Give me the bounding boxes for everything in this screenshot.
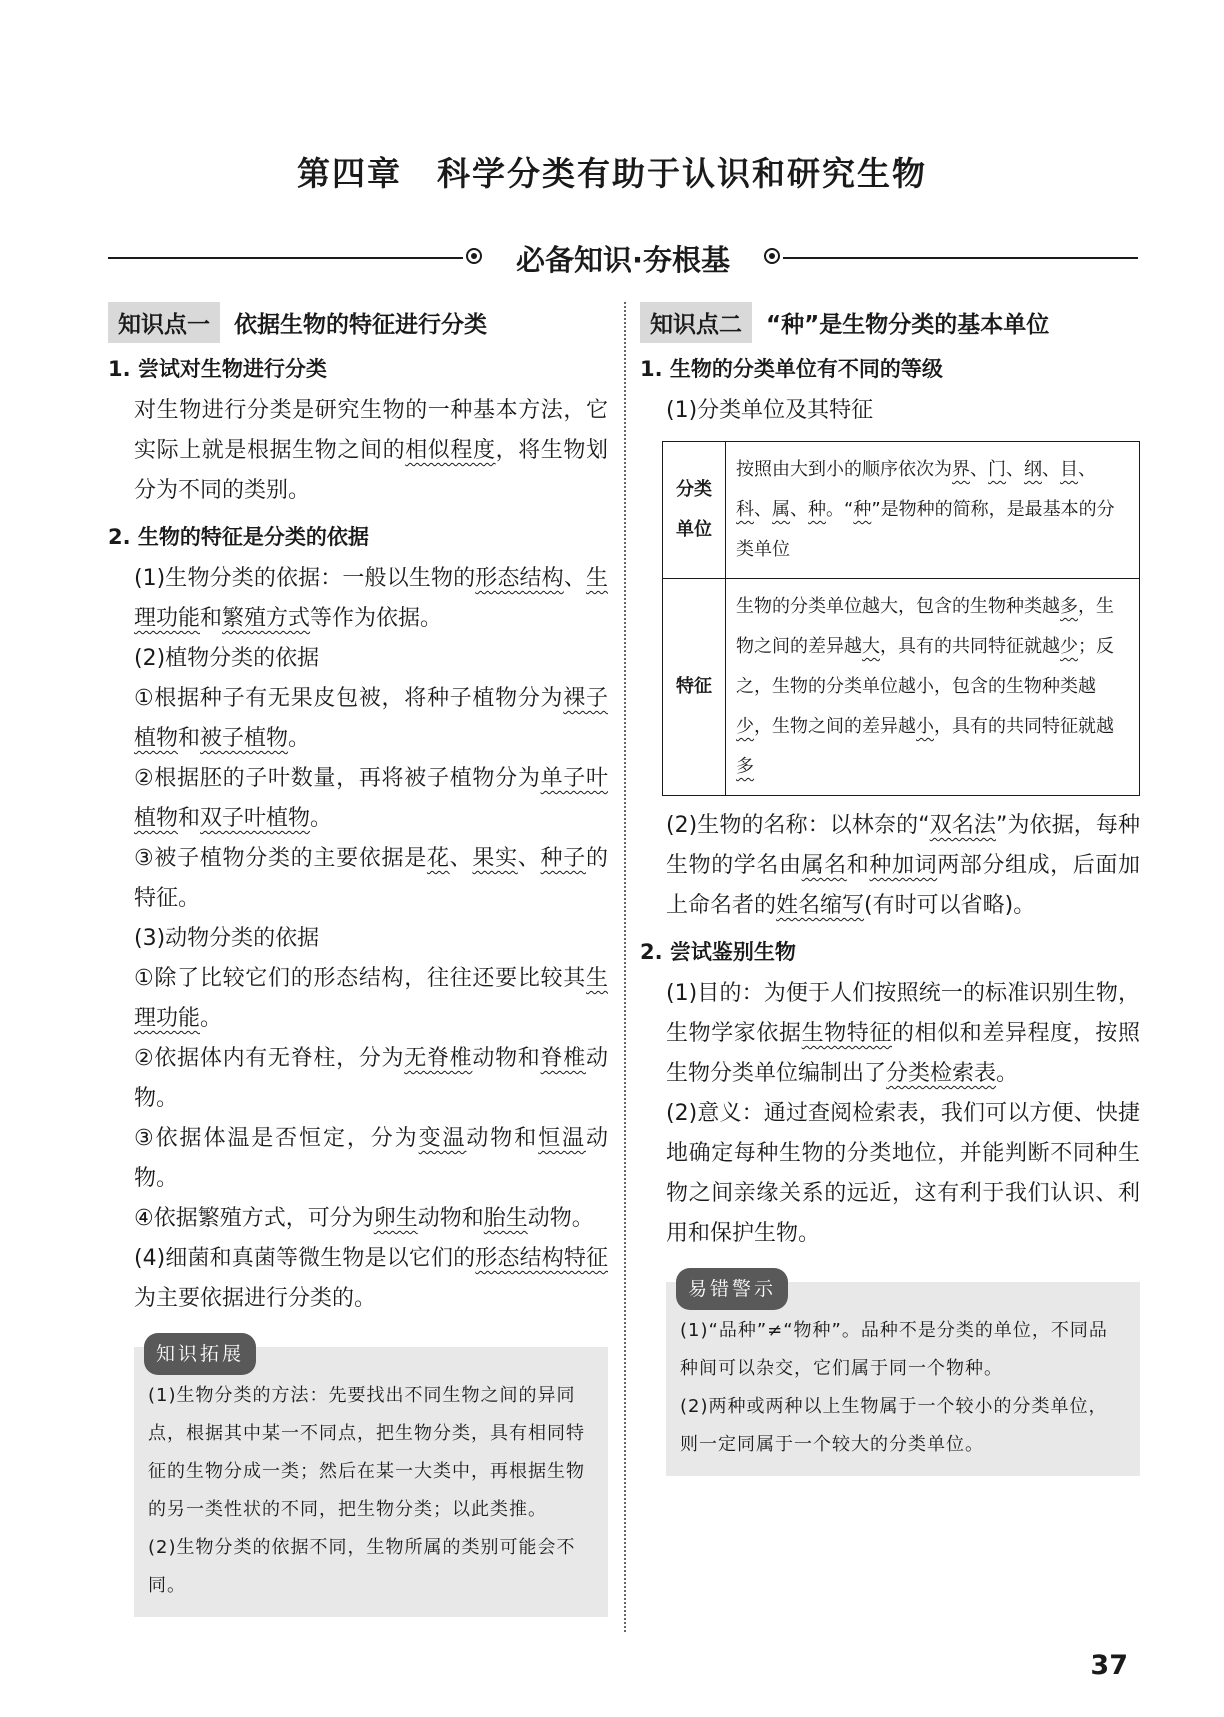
box-text: (1)“品种”≠“物种”。品种不是分类的单位，不同品种间可以杂交，它们属于同一个物种。 xyxy=(680,1320,1108,1379)
paragraph: (4)细菌和真菌等微生物是以它们的形态结构特征为主要依据进行分类的。 xyxy=(134,1246,608,1311)
paragraph: ④依据繁殖方式，可分为卵生动物和胎生动物。 xyxy=(134,1206,594,1231)
knowledge-point-header xyxy=(640,302,1140,343)
knowledge-point-header xyxy=(108,302,608,343)
box-badge: 知识拓展 xyxy=(144,1333,256,1375)
table-row xyxy=(663,442,1140,579)
knowledge-point-tag: 知识点二 xyxy=(640,302,752,343)
table-row xyxy=(663,579,1140,796)
chapter-title: 第四章 科学分类有助于认识和研究生物 xyxy=(297,154,927,193)
knowledge-point-title: “种”是生物分类的基本单位 xyxy=(766,312,1050,338)
paragraph: ①根据种子有无果皮包被，将种子植物分为裸子植物和被子植物。 xyxy=(134,686,608,751)
box-text: (1)生物分类的方法：先要找出不同生物之间的异同点，根据其中某一不同点，把生物分类，具有相同特征的生物分成一类；然后在某一大类中，再根据生物的另一类性状的不同，把生物分类；以此类推。 xyxy=(148,1385,585,1520)
common-mistake-box xyxy=(666,1278,1140,1476)
right-column xyxy=(640,302,1140,1476)
section-banner xyxy=(108,238,1138,278)
section-heading: 1. 尝试对生物进行分类 xyxy=(108,357,327,381)
column-divider xyxy=(624,302,626,1632)
paragraph: ②根据胚的子叶数量，再将被子植物分为单子叶植物和双子叶植物。 xyxy=(134,766,608,831)
classification-table xyxy=(662,441,1140,796)
knowledge-point-title: 依据生物的特征进行分类 xyxy=(234,312,487,338)
paragraph: (2)植物分类的依据 xyxy=(134,646,320,671)
box-text: (2)两种或两种以上生物属于一个较小的分类单位，则一定同属于一个较大的分类单位。 xyxy=(680,1396,1108,1455)
page-number: 37 xyxy=(1090,1650,1128,1681)
banner-text: 必备知识·夯根基 xyxy=(515,243,731,277)
box-badge: 易错警示 xyxy=(676,1268,788,1310)
paragraph: ①除了比较它们的形态结构，往往还要比较其生理功能。 xyxy=(134,966,608,1031)
box-text: (2)生物分类的依据不同，生物所属的类别可能会不同。 xyxy=(148,1537,576,1596)
banner-line-right xyxy=(783,257,1138,259)
left-column xyxy=(108,302,608,1617)
paragraph: (1)目的：为便于人们按照统一的标准识别生物，生物学家依据生物特征的相似和差异程度，按照生物分类单位编制出了分类检索表。 xyxy=(666,981,1140,1086)
paragraph: ③依据体温是否恒定，分为变温动物和恒温动物。 xyxy=(134,1126,608,1191)
paragraph: (2)意义：通过查阅检索表，我们可以方便、快捷地确定每种生物的分类地位，并能判断不同种生物之间亲缘关系的远近，这有利于我们认识、利用和保护生物。 xyxy=(666,1101,1140,1246)
table-cell: 按照由大到小的顺序依次为界、门、纲、目、科、属、种。“种”是物种的简称，是最基本的分类单位 xyxy=(726,442,1140,579)
table-row-label: 特征 xyxy=(663,579,726,796)
section-heading: 1. 生物的分类单位有不同的等级 xyxy=(640,357,943,381)
table-cell: 生物的分类单位越大，包含的生物种类越多，生物之间的差异越大，具有的共同特征就越少；反之，生物的分类单位越小，包含的生物种类越少，生物之间的差异越小，具有的共同特征就越多 xyxy=(726,579,1140,796)
paragraph: ③被子植物分类的主要依据是花、果实、种子的特征。 xyxy=(134,846,608,911)
paragraph: (3)动物分类的依据 xyxy=(134,926,320,951)
section-heading: 2. 生物的特征是分类的依据 xyxy=(108,525,369,549)
table-row-label: 分类单位 xyxy=(663,442,726,579)
paragraph: 对生物进行分类是研究生物的一种基本方法，它实际上就是根据生物之间的相似程度，将生物划分为不同的类别。 xyxy=(134,398,608,503)
section-heading: 2. 尝试鉴别生物 xyxy=(640,940,796,964)
knowledge-point-tag: 知识点一 xyxy=(108,302,220,343)
paragraph: (1)生物分类的依据：一般以生物的形态结构、生理功能和繁殖方式等作为依据。 xyxy=(134,566,608,631)
paragraph: (2)生物的名称：以林奈的“双名法”为依据，每种生物的学名由属名和种加词两部分组成，后面加上命名者的姓名缩写(有时可以省略)。 xyxy=(666,813,1140,918)
banner-dot-right-icon xyxy=(764,248,780,264)
knowledge-extension-box xyxy=(134,1343,608,1617)
paragraph: ②依据体内有无脊柱，分为无脊椎动物和脊椎动物。 xyxy=(134,1046,608,1111)
paragraph: (1)分类单位及其特征 xyxy=(666,398,874,423)
